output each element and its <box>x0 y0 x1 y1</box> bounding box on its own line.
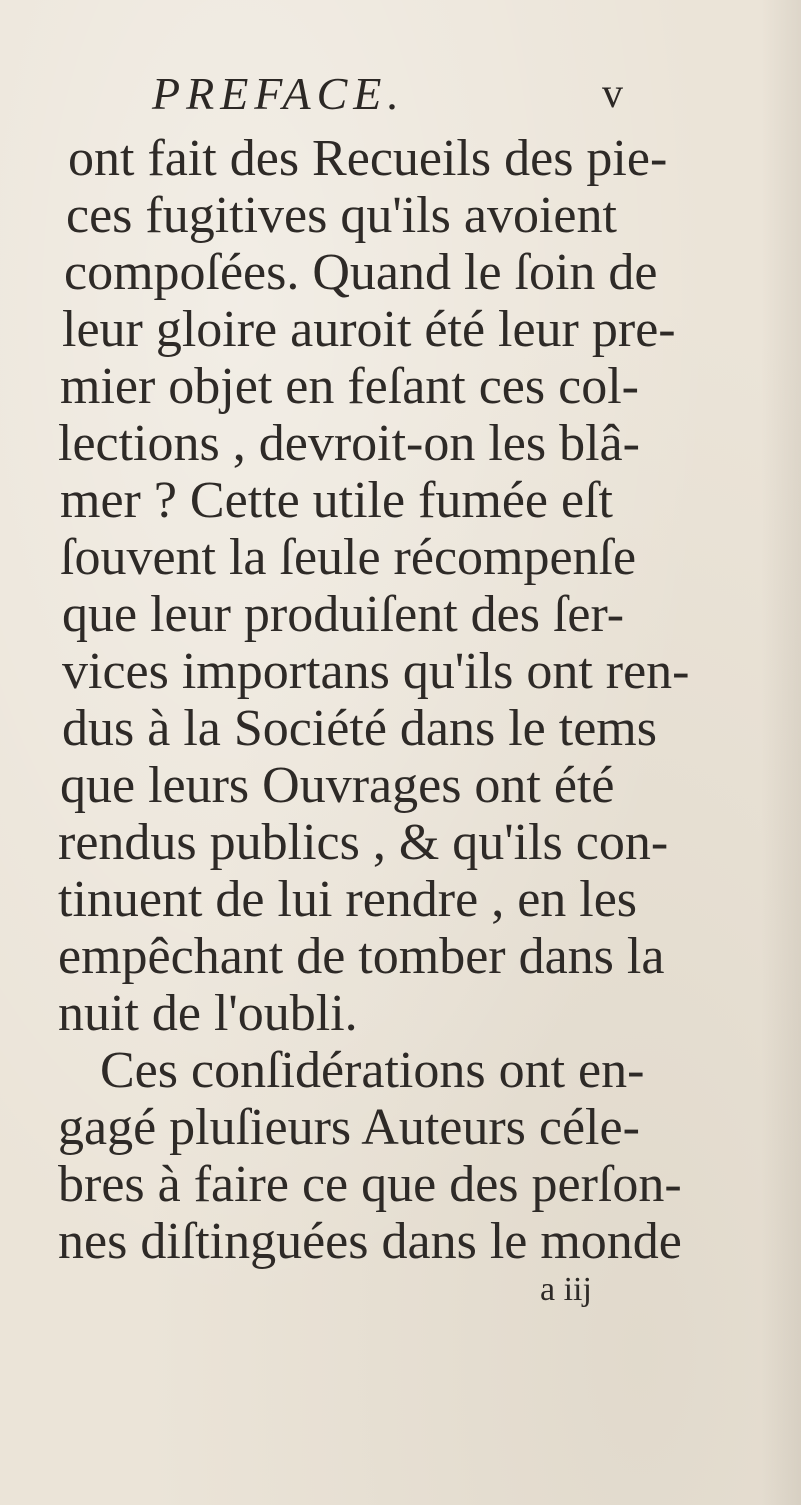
text-line: dus à la Société dans le tems <box>62 700 657 757</box>
text-line: ſouvent la ſeule récompenſe <box>60 529 637 586</box>
text-line: gagé pluſieurs Auteurs céle- <box>58 1099 640 1156</box>
text-line: nes diſtinguées dans le monde <box>58 1213 682 1270</box>
text-line: que leur produiſent des ſer- <box>62 586 625 643</box>
text-line: que leurs Ouvrages ont été <box>60 757 615 814</box>
text-line: mier objet en feſant ces col- <box>60 358 639 415</box>
text-line: tinuent de lui rendre , en les <box>58 871 638 928</box>
text-line: ces fugitives qu'ils avoient <box>66 187 617 244</box>
text-line: nuit de l'oubli. <box>58 985 358 1042</box>
text-line: compoſées. Quand le ſoin de <box>64 244 658 301</box>
text-line: lections , devroit-on les blâ- <box>58 415 640 472</box>
text-line: vices importans qu'ils ont ren- <box>62 643 690 700</box>
text-line: bres à faire ce que des perſon- <box>58 1156 682 1213</box>
catchword: a iij <box>540 1271 592 1308</box>
text-line: ont fait des Recueils des pie- <box>68 130 668 187</box>
running-title: PREFACE. <box>152 68 405 119</box>
text-line: mer ? Cette utile fumée eſt <box>60 472 613 529</box>
text-line: rendus publics , & qu'ils con- <box>58 814 669 871</box>
text-line: Ces conſidérations ont en- <box>100 1042 645 1099</box>
page-number: v <box>602 71 623 117</box>
text-line: empêchant de tomber dans la <box>58 928 665 985</box>
page-header <box>0 66 801 122</box>
page-edge-shadow <box>761 0 801 1505</box>
text-line: leur gloire auroit été leur pre- <box>62 301 676 358</box>
